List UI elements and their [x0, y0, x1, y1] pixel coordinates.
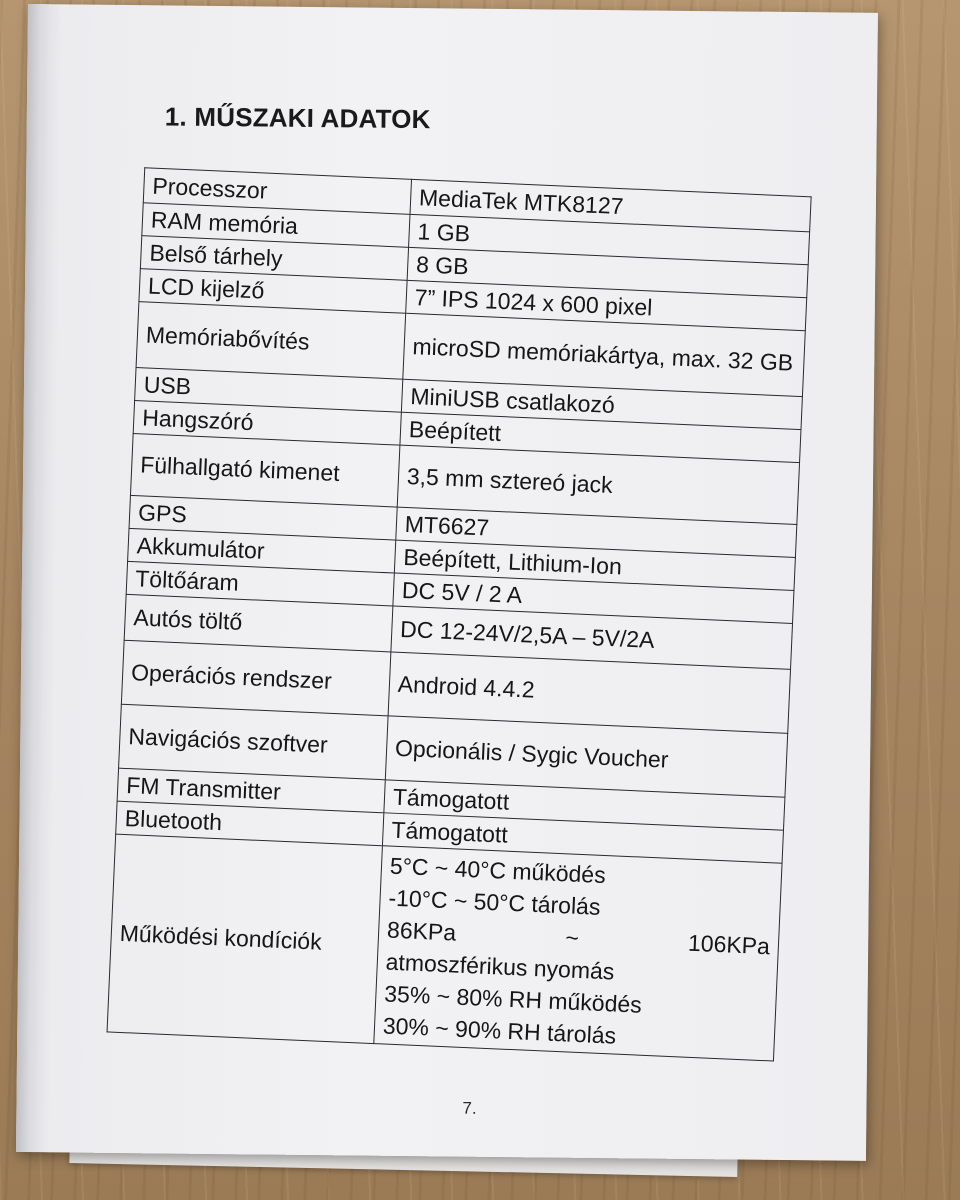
spec-value: microSD memóriakártya, max. 32 GB	[403, 313, 806, 396]
table-row	[107, 834, 782, 1061]
spec-value: DC 12-24V/2,5A – 5V/2A	[391, 606, 793, 669]
spec-label: Töltőáram	[126, 561, 394, 606]
conditions-value	[374, 846, 782, 1061]
spec-label: USB	[135, 368, 403, 413]
spec-value: DC 5V / 2 A	[393, 573, 794, 623]
spec-label: LCD kijelző	[139, 269, 407, 314]
spec-value: Beépített	[400, 412, 801, 462]
spec-label: Fülhallgató kimenet	[130, 433, 399, 507]
condition-line: 35% ~ 80% RH működés	[383, 979, 643, 1018]
spec-label: Processzor	[143, 168, 411, 215]
spec-value: MediaTek MTK8127	[410, 179, 811, 231]
spec-value: 1 GB	[408, 214, 809, 264]
condition-line: 30% ~ 90% RH tárolás	[382, 1011, 617, 1049]
condition-line: -10°C ~ 50°C tárolás	[388, 884, 602, 920]
spec-value: Android 4.4.2	[388, 652, 791, 733]
condition-line: 5°C ~ 40°C működés	[389, 852, 607, 888]
booklet-spine	[16, 4, 50, 1152]
booklet-page	[16, 4, 878, 1161]
spec-label: Hangszóró	[133, 401, 401, 446]
spec-label: Memóriabővítés	[136, 302, 405, 380]
pressure-tilde: ~	[564, 923, 580, 951]
spec-label: Akkumulátor	[128, 528, 396, 573]
spec-value: Opcionális / Sygic Voucher	[385, 716, 788, 797]
section-heading: 1. MŰSZAKI ADATOK	[164, 101, 431, 135]
specs-table	[107, 167, 812, 1061]
pressure-max: 106KPa	[687, 929, 771, 959]
spec-value: 3,5 mm sztereó jack	[397, 445, 799, 524]
spec-value: Beépített, Lithium-Ion	[394, 540, 795, 590]
spec-label: GPS	[129, 495, 397, 540]
spec-label: Operációs rendszer	[121, 640, 390, 716]
spec-label: Belső tárhely	[140, 236, 408, 281]
pressure-min: 86KPa	[386, 916, 457, 946]
spec-label: FM Transmitter	[117, 768, 385, 813]
spec-label: Autós töltő	[124, 594, 393, 652]
spec-label: Bluetooth	[116, 801, 384, 846]
spec-value: Támogatott	[384, 780, 785, 830]
spec-value: 7” IPS 1024 x 600 pixel	[406, 280, 807, 330]
spec-value: MT6627	[396, 507, 797, 557]
condition-line: atmoszférikus nyomás	[385, 948, 615, 984]
page-number: 7.	[462, 1098, 477, 1118]
spec-value: Támogatott	[382, 813, 783, 863]
spec-value: 8 GB	[407, 247, 808, 297]
spec-label: RAM memória	[142, 203, 410, 248]
spec-value: MiniUSB csatlakozó	[401, 379, 802, 429]
spec-label: Működési kondíciók	[107, 834, 382, 1043]
spec-label: Navigációs szoftver	[119, 704, 388, 780]
